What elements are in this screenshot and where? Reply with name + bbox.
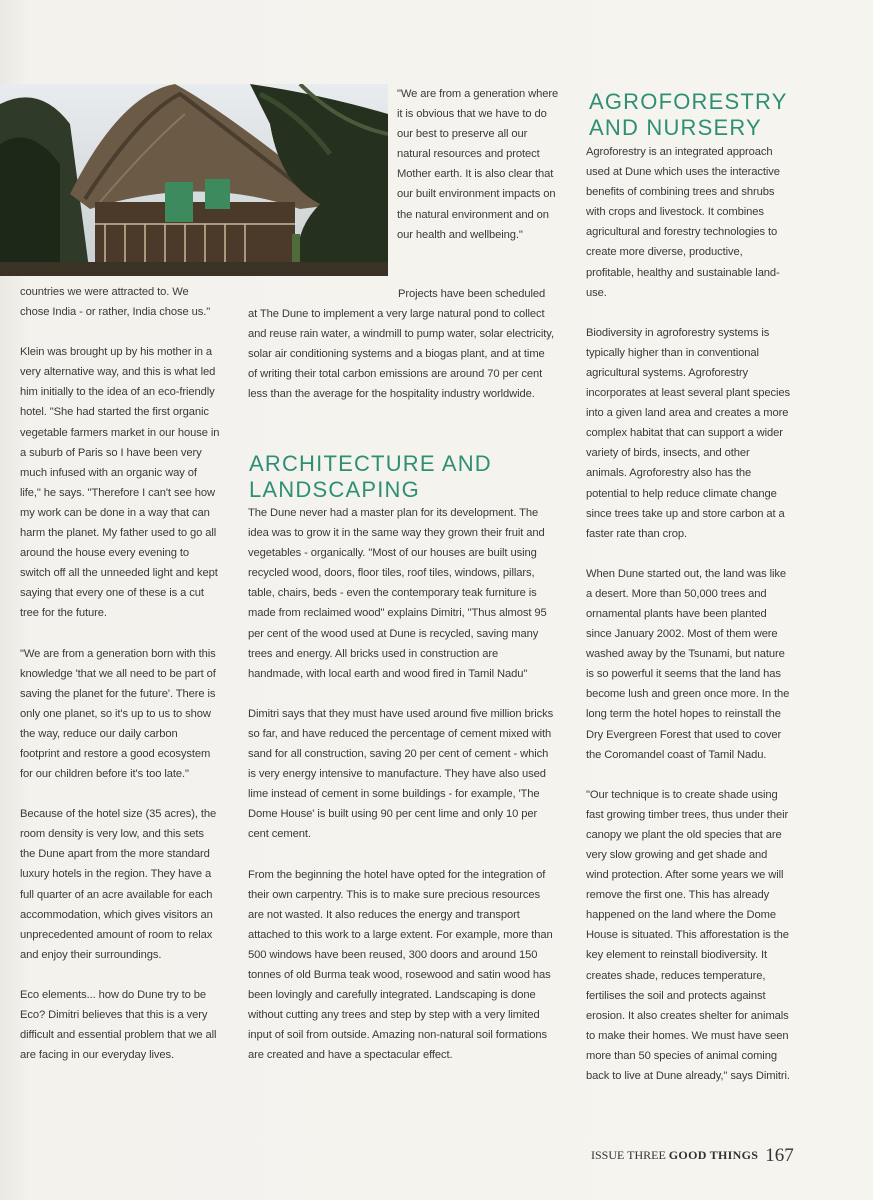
page-number: 167 bbox=[765, 1145, 794, 1166]
page-footer bbox=[591, 1145, 794, 1167]
issue-label: ISSUE THREE bbox=[591, 1148, 666, 1162]
body-paragraph: Agroforestry is an integrated approach used at Dune which uses the interactive benefits of combining trees and shrubs with crops and livestock. It combines agricultural and forestry technologies to create more diverse, productive, profitable, healthy and sustainable land-use. bbox=[586, 146, 780, 299]
section-heading-agroforestry: AGROFORESTRY AND NURSERY bbox=[589, 89, 788, 140]
quote-paragraph: "We are from a generation where it is obvious that we have to do our best to preserve all our natural resources and protect Mother earth. It is also clear that our built environment impacts on the natural environment and on our health and wellbeing." bbox=[397, 88, 559, 241]
body-paragraph: Because of the hotel size (35 acres), the room density is very low, and this sets the Dune apart from the more standard luxury hotels in the region. They have a full quarter of an acre available for each accommodation, which gives visitors an unprecedented amount of room to relax and enjoy their surroundings. bbox=[20, 808, 217, 961]
body-paragraph: "Our technique is to create shade using fast growing timber trees, thus under their canopy we plant the old species that are very slow growing and get shade and wind protection. After some years we will remove the first one. This has already happened on the land where the Dome House is situated. This afforestation is the key element to reinstall biodiversity. It creates shade, reduces temperature, fertilises the soil and protects against erosion. It also creates shelter for animals to make their homes. We must have seen more than 50 species of animal coming back to live at Dune already," says Dimitri. bbox=[586, 788, 790, 1083]
quote-column bbox=[397, 84, 559, 265]
section-heading-architecture: ARCHITECTURE AND LANDSCAPING bbox=[249, 451, 492, 502]
right-column bbox=[586, 142, 791, 1106]
magazine-name: GOOD THINGS bbox=[668, 1148, 759, 1162]
middle-column bbox=[248, 284, 556, 425]
body-paragraph: Eco elements... how do Dune try to be Eco? Dimitri believes that this is a very difficult and essential problem that we all are facing in our everyday lives. bbox=[20, 988, 217, 1062]
body-paragraph: From the beginning the hotel have opted for the integration of their own carpentry. This is to make sure precious resources are not wasted. It also reduces the energy and transport attached to this work to a large extent. For example, more than 500 windows have been reused, 300 doors and around 150 tonnes of old Burma teak wood, rosewood and satin wood has been lovingly and carefully integrated. Landscaping is done without cutting any trees and step by step with a very limited input of soil from outside. Amazing non-natural soil formations are created and have a spectacular effect. bbox=[248, 868, 553, 1062]
left-column bbox=[20, 282, 220, 1085]
thatched-hut-photo bbox=[0, 84, 388, 276]
body-paragraph: Biodiversity in agroforestry systems is typically higher than in conventional agricultural systems. Agroforestry incorporates at least several plant species into a given land area and creates a more complex habitat that can support a wider variety of birds, insects, and other animals. Agroforestry also has the potential to help reduce climate change since trees take up and store carbon at a faster rate than crop. bbox=[586, 326, 791, 540]
middle-column-architecture bbox=[248, 503, 556, 1085]
body-paragraph: Klein was brought up by his mother in a very alternative way, and this is what led him initially to the idea of an eco-friendly hotel. "She had started the first organic vegetable farmers market in our house in a suburb of Paris so I have been very much infused with an organic way of life," he says. "Therefore I can't see how my work can be done in a way that can harm the planet. My father used to go all around the house every evening to switch off all the unneeded light and kept saying that every one of these is a cut tree for the future. bbox=[20, 346, 220, 620]
body-paragraph: Projects have been scheduled at The Dune to implement a very large natural pond to collect and reuse rain water, a windmill to pump water, solar electricity, solar air conditioning systems and a biogas plant, and at time of writing their total carbon emissions are around 70 per cent less than the average for the hospitality industry worldwide. bbox=[248, 288, 554, 401]
body-paragraph: The Dune never had a master plan for its development. The idea was to grow it in the same way they grown their fruit and vegetables - organically. "Most of our houses are built using recycled wood, doors, floor tiles, roof tiles, windows, pillars, table, chairs, beds - even the contemporary teak furniture is made from reclaimed wood" explains Dimitri, "Thus almost 95 per cent of the wood used at Dune is recycled, saving many trees and energy. All bricks used in construction are handmade, with local earth and wood fired in Tamil Nadu" bbox=[248, 507, 547, 680]
body-paragraph: "We are from a generation born with this knowledge 'that we all need to be part of saving the planet for the future'. There is only one planet, so it's up to us to show the way, reduce our daily carbon footprint and restore a good ecosystem for our children before it's too late." bbox=[20, 647, 216, 781]
body-paragraph: Dimitri says that they must have used around five million bricks so far, and have reduced the percentage of cement mixed with sand for all construction, saving 20 per cent of cement - which is very energy intensive to manufacture. They have also used lime instead of cement in some buildings - for example, 'The Dome House' is built using 90 per cent lime and only 10 per cent cement. bbox=[248, 707, 554, 841]
body-paragraph: When Dune started out, the land was like a desert. More than 50,000 trees and ornamental plants have been planted since January 2002. Most of them were washed away by the Tsunami, but nature is so powerful it seems that the land has become lush and green once more. In the long term the hotel hopes to reinstall the Dry Evergreen Forest that used to cover the Coromandel coast of Tamil Nadu. bbox=[586, 567, 790, 761]
body-paragraph: countries we were attracted to. We chose India - or rather, India chose us." bbox=[20, 286, 211, 319]
